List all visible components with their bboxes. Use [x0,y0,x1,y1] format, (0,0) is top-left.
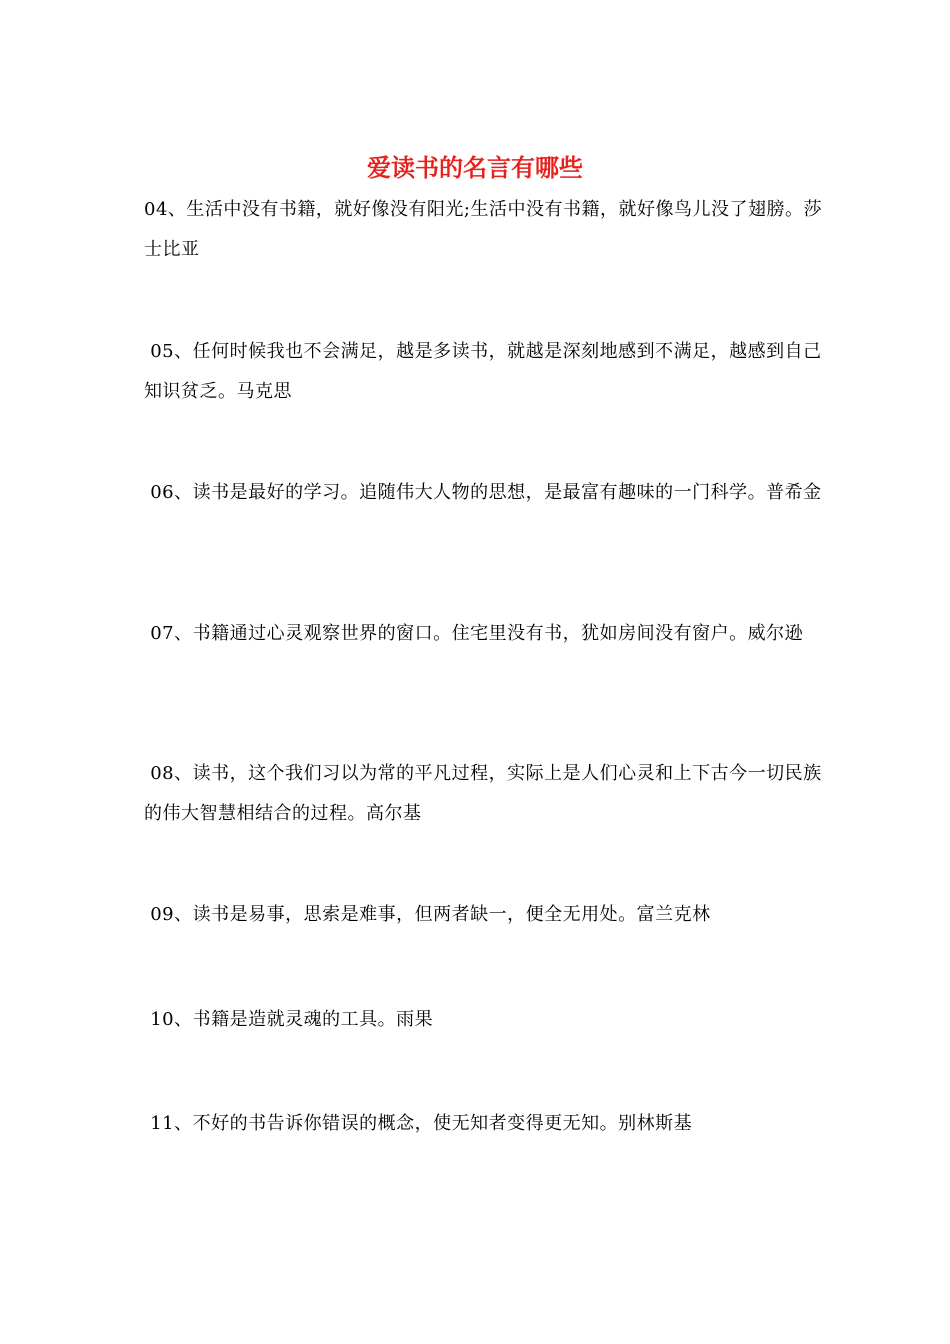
quote-item-09: 09、读书是易事，思索是难事，但两者缺一，便全无用处。富兰克林 [144,904,711,925]
quote-item-04: 04、生活中没有书籍，就好像没有阳光;生活中没有书籍，就好像鸟儿没了翅膀。莎士比亚 [144,199,822,260]
quote-item-08: 08、读书，这个我们习以为常的平凡过程，实际上是人们心灵和上下古今一切民族的伟大智慧相结合的过程。高尔基 [144,763,822,824]
quote-item-05: 05、任何时候我也不会满足，越是多读书，就越是深刻地感到不满足，越感到自己知识贫乏。马克思 [144,341,822,402]
quote-item-07: 07、书籍通过心灵观察世界的窗口。住宅里没有书，犹如房间没有窗户。威尔逊 [144,623,804,644]
document-title: 爱读书的名言有哪些 [367,154,583,182]
quote-item-10: 10、书籍是造就灵魂的工具。雨果 [144,1009,434,1030]
quote-item-11: 11、不好的书告诉你错误的概念，使无知者变得更无知。别林斯基 [144,1113,693,1134]
quote-item-06: 06、读书是最好的学习。追随伟大人物的思想，是最富有趣味的一门科学。普希金 [144,482,822,503]
